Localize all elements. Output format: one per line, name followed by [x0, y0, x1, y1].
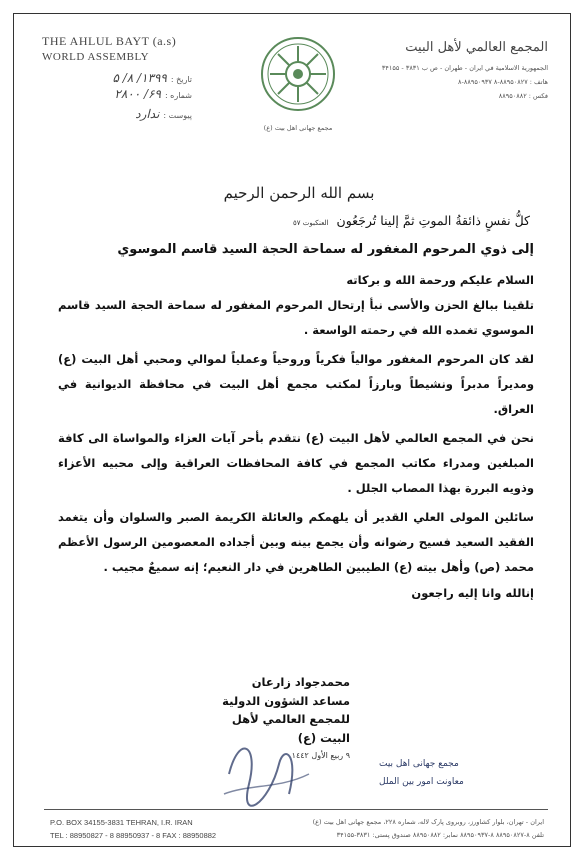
- letterhead-footer: [44, 809, 548, 840]
- date-label: تاريخ :: [170, 75, 192, 84]
- date-value: ۱۳۹۹/ ۸/ ۵: [112, 71, 167, 85]
- footer-persian: [254, 816, 544, 842]
- footer-address-en: P.O. BOX 34155-3831 TEHRAN, I.R. IRAN: [50, 818, 193, 827]
- paragraph: لقد كان المرحوم المغفور موالياً فكرياً وروحياً وعملياً لموالي ومحبي أهل البيت (ع) ومديراً مدبراً ونشيطاً وبارزاً لمكتب مجمع أهل البيت في محافظة الديوانية في العراق.: [58, 352, 534, 416]
- address-line: الجمهورية الاسلامية في ايران - طهران - ص ب ۳۸۳۱ - ۳۴۱۵۵: [381, 64, 548, 72]
- paragraph: تلقينا ببالغ الحزن والأسى نبأ إرتحال المرحوم المغفور له سماحة الحجة السيد قاسم الموسوي تغمده الله في رحمته الواسعة .: [58, 298, 534, 337]
- org-name-en-line2: WORLD ASSEMBLY: [42, 51, 150, 63]
- signer-title: مساعد الشؤون الدولية: [222, 693, 350, 708]
- fax-line: فكس : ۸۸۹۵۰۸۸۲: [498, 92, 548, 100]
- assembly-logo-icon: [260, 36, 336, 112]
- verse-text: كلُّ نفسٍ ذائقةُ الموتِ ثمَّ إلينا تُرجَعُون: [336, 213, 530, 228]
- letter-meta: [42, 71, 192, 121]
- attachment-label: پيوست :: [163, 111, 192, 120]
- footer-phone-fa: تلفن ۸-۸۸۹۵۰۸۲۷ ۸-۸۸۹۵۰۹۳۷ نمابر: ۸۸۹۵۰۸۸۲ صندوق پستى: ۳۸۳۱-۳۴۱۵۵: [336, 831, 544, 839]
- logo-caption: مجمع جهانى اهل بيت (ع): [263, 124, 333, 132]
- phone-line: هاتف : ۸۸۹۵۰۸۲۷-۸ ۸۸۹۵۰۹۳۷-۸: [458, 78, 548, 86]
- footer-english: [50, 816, 216, 842]
- signature-date: ٩ ربيع الأول ١٤٤٢: [291, 751, 350, 760]
- greeting: السلام عليكم ورحمة الله و بركاته: [346, 273, 534, 287]
- letter-body: [58, 242, 534, 600]
- signer-name: محمدجواد زارعان: [251, 675, 350, 689]
- address-block: [328, 61, 548, 103]
- closing-phrase: إنالله وانا إليه راجعون: [411, 586, 534, 600]
- official-seal-stamp: [219, 714, 464, 814]
- letter-page: [13, 13, 571, 847]
- paragraph: نحن في المجمع العالمي لأهل البيت (ع) نتقدم بأحر آيات العزاء والمواساة الى كافة المبلغين ومدراء مكاتب المجمع في كافة المحافظات العراقية وإلى محبيه الأعزاء وذويه البررة بهذا المصاب الجلل .: [58, 431, 534, 495]
- stamp-line2: معاونت امور بين الملل: [379, 777, 464, 787]
- header-left: [42, 34, 192, 121]
- basmala-text: بسم الله الرحمن الرحيم: [223, 184, 375, 202]
- quran-verse: [293, 213, 530, 228]
- paragraph: سائلين المولى العلي القدير أن يلهمكم والعائلة الكريمة الصبر والسلوان وأن يتغمد الفقيد السعيد فسيح رضوانه وأن يجمع بينه وبين أجداده المعصومين الرسول الأعظم محمد (ص) وأهل بيته (ع) الطيبين الطاهرين في دار النعيم؛ إنه سميعٌ مجيب .: [58, 510, 534, 574]
- footer-address-fa: ايران - تهران، بلوار كشاورز، روبروى پارک لاله، شماره ۲۲۸، مجمع جهانى اهل بيت (ع): [312, 818, 544, 826]
- number-value: ۶۹/ ۲۸۰۰: [114, 87, 161, 101]
- recipient-line: إلى ذوي المرحوم المغفور له سماحة الحجة السيد قاسم الموسوي: [117, 242, 534, 257]
- stamp-line1: مجمع جهانى اهل بيت: [379, 759, 459, 769]
- basmala-calligraphy: [223, 172, 375, 210]
- attachment-value: ندارد: [135, 107, 160, 121]
- org-name-en-line1: THE AHLUL BAYT (a.s): [42, 34, 177, 48]
- header-right: [328, 40, 548, 103]
- number-label: شماره :: [164, 91, 192, 100]
- signer-org: للمجمع العالمي لأهل البيت (ع): [231, 712, 350, 745]
- footer-phone-en: TEL : 88950827 - 8 88950937 - 8 FAX : 88950882: [50, 831, 217, 840]
- org-name-ar: المجمع العالمي لأهل البيت: [405, 40, 548, 55]
- verse-reference: العنكبوت ٥٧: [293, 219, 329, 227]
